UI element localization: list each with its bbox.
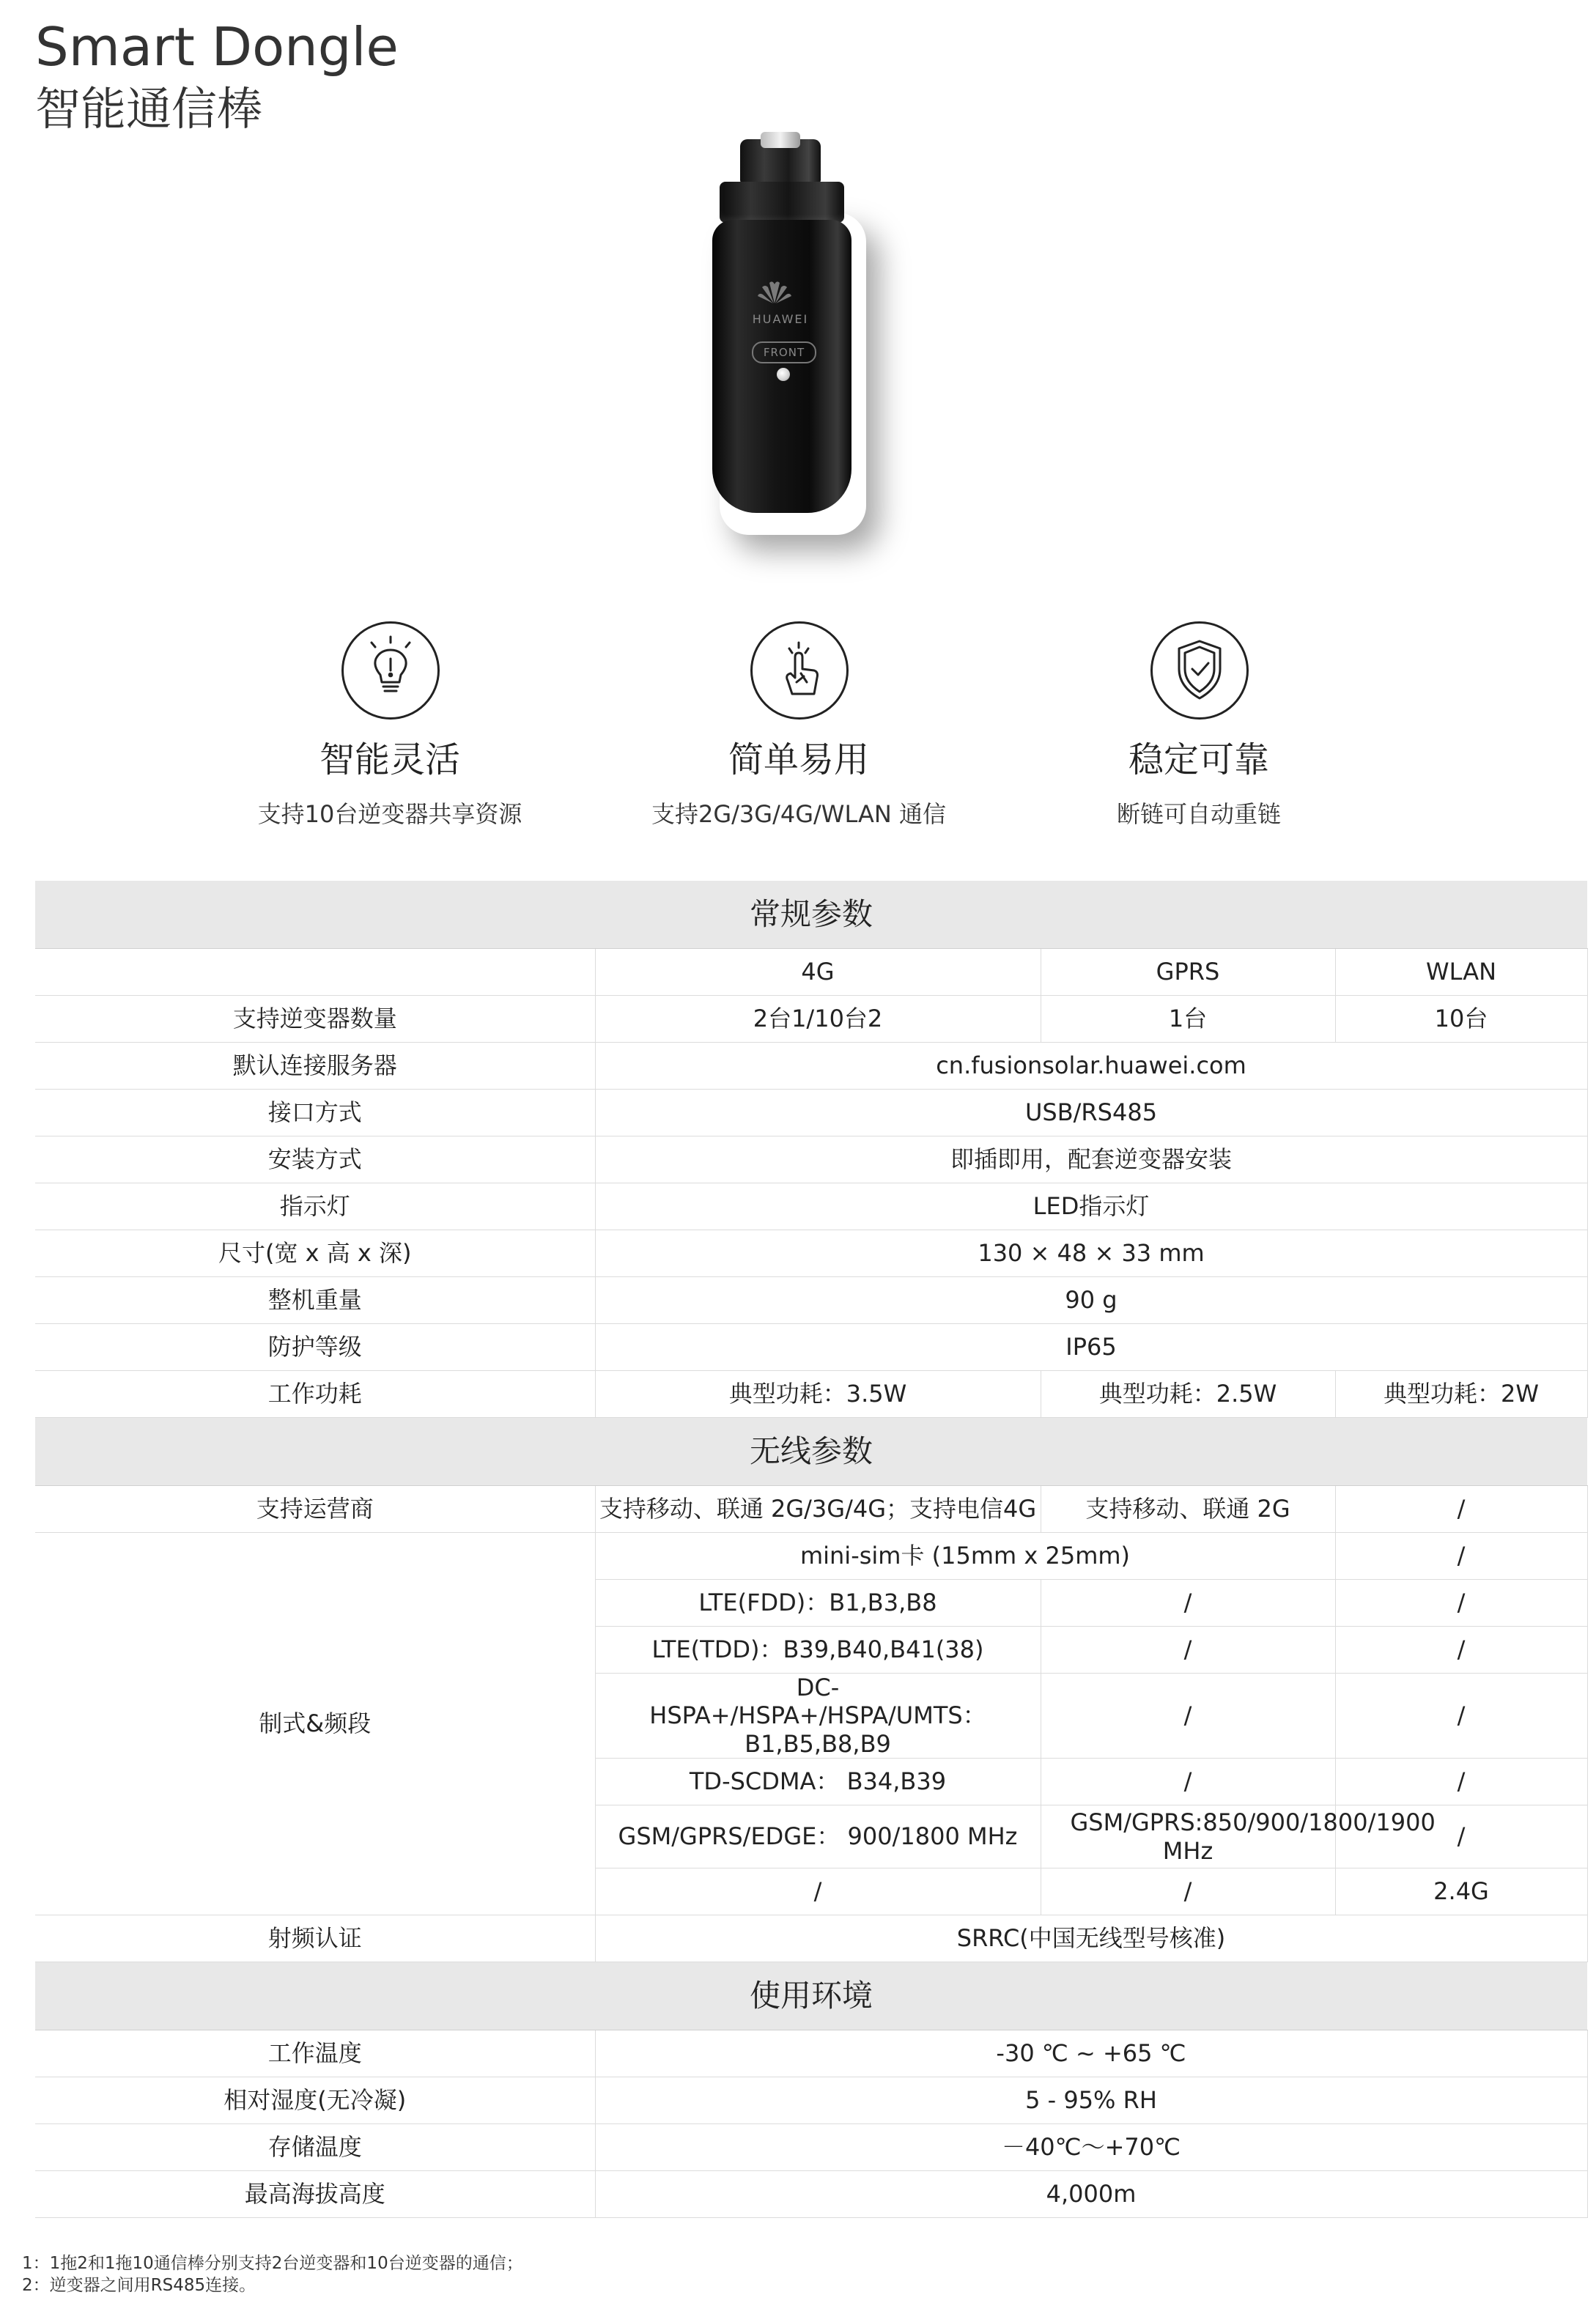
cell-gprs: / — [1041, 1627, 1335, 1674]
row-label: 默认连接服务器 — [35, 1043, 595, 1090]
cell-gprs: 1台 — [1041, 996, 1335, 1043]
cell-gprs: / — [1041, 1674, 1335, 1759]
cell-4g: GSM/GPRS/EDGE： 900/1800 MHz — [595, 1805, 1041, 1868]
row-label: 相对湿度(无冷凝) — [35, 2077, 595, 2124]
footnote-1: 1：1拖2和1拖10通信棒分别支持2台逆变器和10台逆变器的通信； — [22, 2254, 523, 2273]
table-row — [35, 2171, 1587, 2218]
cell-value: 即插即用，配套逆变器安装 — [595, 1136, 1587, 1183]
cell-4g: TD-SCDMA： B34,B39 — [595, 1759, 1041, 1805]
row-label: 防护等级 — [35, 1324, 595, 1371]
cell-wlan: 典型功耗：2W — [1335, 1371, 1587, 1418]
section-header-wireless — [35, 1418, 1587, 1486]
huawei-logo-icon — [756, 278, 793, 305]
table-row — [35, 1486, 1587, 1533]
cell-4g: 典型功耗：3.5W — [595, 1371, 1041, 1418]
cell-value: －40℃～+70℃ — [595, 2124, 1587, 2171]
section-header-environment — [35, 1962, 1587, 2030]
section-title: 无线参数 — [35, 1418, 1587, 1486]
dongle-nut — [720, 182, 844, 223]
row-label: 射频认证 — [35, 1915, 595, 1962]
section-header-general — [35, 881, 1587, 949]
row-label: 存储温度 — [35, 2124, 595, 2171]
section-title: 常规参数 — [35, 881, 1587, 949]
feature-reliable — [1008, 621, 1389, 841]
column-header-4g: 4G — [595, 949, 1041, 996]
row-label: 制式&频段 — [35, 1533, 595, 1915]
feature-subtitle: 支持10台逆变器共享资源 — [257, 800, 522, 828]
row-label: 最高海拔高度 — [35, 2171, 595, 2218]
cell-value: USB/RS485 — [595, 1090, 1587, 1136]
cell-wlan: / — [1335, 1627, 1587, 1674]
table-row — [35, 949, 1587, 996]
table-row — [35, 1915, 1587, 1962]
cell-4g: LTE(TDD)：B39,B40,B41(38) — [595, 1627, 1041, 1674]
cell-4g: / — [595, 1868, 1041, 1915]
cell-wlan: / — [1335, 1580, 1587, 1627]
cell-4g: DC-HSPA+/HSPA+/HSPA/UMTS：B1,B5,B8,B9 — [595, 1674, 1041, 1759]
feature-title: 智能灵活 — [319, 739, 460, 780]
row-label: 整机重量 — [35, 1277, 595, 1324]
shield-check-icon — [1150, 621, 1249, 720]
cell-value: 4,000m — [595, 2171, 1587, 2218]
cell-wlan: 2.4G — [1335, 1868, 1587, 1915]
cell-wlan: / — [1335, 1533, 1587, 1580]
cell-wlan: / — [1335, 1805, 1587, 1868]
table-row — [35, 2077, 1587, 2124]
table-row — [35, 1230, 1587, 1277]
table-row — [35, 1136, 1587, 1183]
cell-gprs: / — [1041, 1580, 1335, 1627]
row-label: 支持逆变器数量 — [35, 996, 595, 1043]
product-title-en: Smart Dongle — [35, 16, 399, 78]
table-row — [35, 2124, 1587, 2171]
cell-4g: mini-sim卡 (15mm x 25mm) — [595, 1533, 1335, 1580]
product-title-cn: 智能通信棒 — [35, 82, 263, 136]
feature-subtitle: 断链可自动重链 — [1116, 800, 1281, 828]
table-row — [35, 1371, 1587, 1418]
cell-wlan: 10台 — [1335, 996, 1587, 1043]
dongle-brand-text: HUAWEI — [752, 312, 809, 326]
cell-gprs: / — [1041, 1868, 1335, 1915]
dongle-led-indicator — [777, 368, 790, 381]
cell-wlan: / — [1335, 1674, 1587, 1759]
hand-tap-icon — [750, 621, 849, 720]
table-row — [35, 1324, 1587, 1371]
footnote-2: 2：逆变器之间用RS485连接。 — [22, 2276, 256, 2295]
cell-4g: 2台1/10台2 — [595, 996, 1041, 1043]
row-label: 工作功耗 — [35, 1371, 595, 1418]
cell-value: 90 g — [595, 1277, 1587, 1324]
table-row — [35, 1277, 1587, 1324]
cell-gprs: 典型功耗：2.5W — [1041, 1371, 1335, 1418]
column-header-wlan: WLAN — [1335, 949, 1587, 996]
row-label: 尺寸(宽 x 高 x 深) — [35, 1230, 595, 1277]
table-row — [35, 1090, 1587, 1136]
dongle-product-image — [705, 139, 859, 535]
cell-value: SRRC(中国无线型号核准) — [595, 1915, 1587, 1962]
cell-gprs: / — [1041, 1759, 1335, 1805]
cell-value: 130 × 48 × 33 mm — [595, 1230, 1587, 1277]
row-label: 支持运营商 — [35, 1486, 595, 1533]
row-label: 接口方式 — [35, 1090, 595, 1136]
cell-value: IP65 — [595, 1324, 1587, 1371]
cell-value: -30 ℃ ~ +65 ℃ — [595, 2030, 1587, 2077]
feature-smart — [199, 621, 580, 841]
dongle-front-label: FRONT — [752, 341, 816, 363]
table-row — [35, 1533, 1587, 1580]
cell-gprs: 支持移动、联通 2G — [1041, 1486, 1335, 1533]
row-label: 安装方式 — [35, 1136, 595, 1183]
dongle-body — [712, 220, 851, 513]
cell-value: LED指示灯 — [595, 1183, 1587, 1230]
feature-title: 稳定可靠 — [1128, 739, 1269, 780]
column-header-gprs: GPRS — [1041, 949, 1335, 996]
dongle-connector — [740, 139, 821, 183]
table-row — [35, 1043, 1587, 1090]
cell-4g: 支持移动、联通 2G/3G/4G；支持电信4G — [595, 1486, 1041, 1533]
section-title: 使用环境 — [35, 1962, 1587, 2030]
cell-wlan: / — [1335, 1759, 1587, 1805]
table-row — [35, 2030, 1587, 2077]
row-label: 工作温度 — [35, 2030, 595, 2077]
table-row — [35, 1183, 1587, 1230]
feature-subtitle: 支持2G/3G/4G/WLAN 通信 — [651, 800, 947, 828]
feature-title: 简单易用 — [728, 739, 869, 780]
spec-table — [35, 881, 1588, 2218]
cell-value: 5 - 95% RH — [595, 2077, 1587, 2124]
table-row — [35, 996, 1587, 1043]
bulb-icon — [341, 621, 440, 720]
row-label: 指示灯 — [35, 1183, 595, 1230]
feature-easy — [608, 621, 989, 841]
cell-wlan: / — [1335, 1486, 1587, 1533]
cell-4g: LTE(FDD)：B1,B3,B8 — [595, 1580, 1041, 1627]
cell-value: cn.fusionsolar.huawei.com — [595, 1043, 1587, 1090]
cell-gprs: GSM/GPRS:850/900/1800/1900 MHz — [1041, 1805, 1335, 1868]
